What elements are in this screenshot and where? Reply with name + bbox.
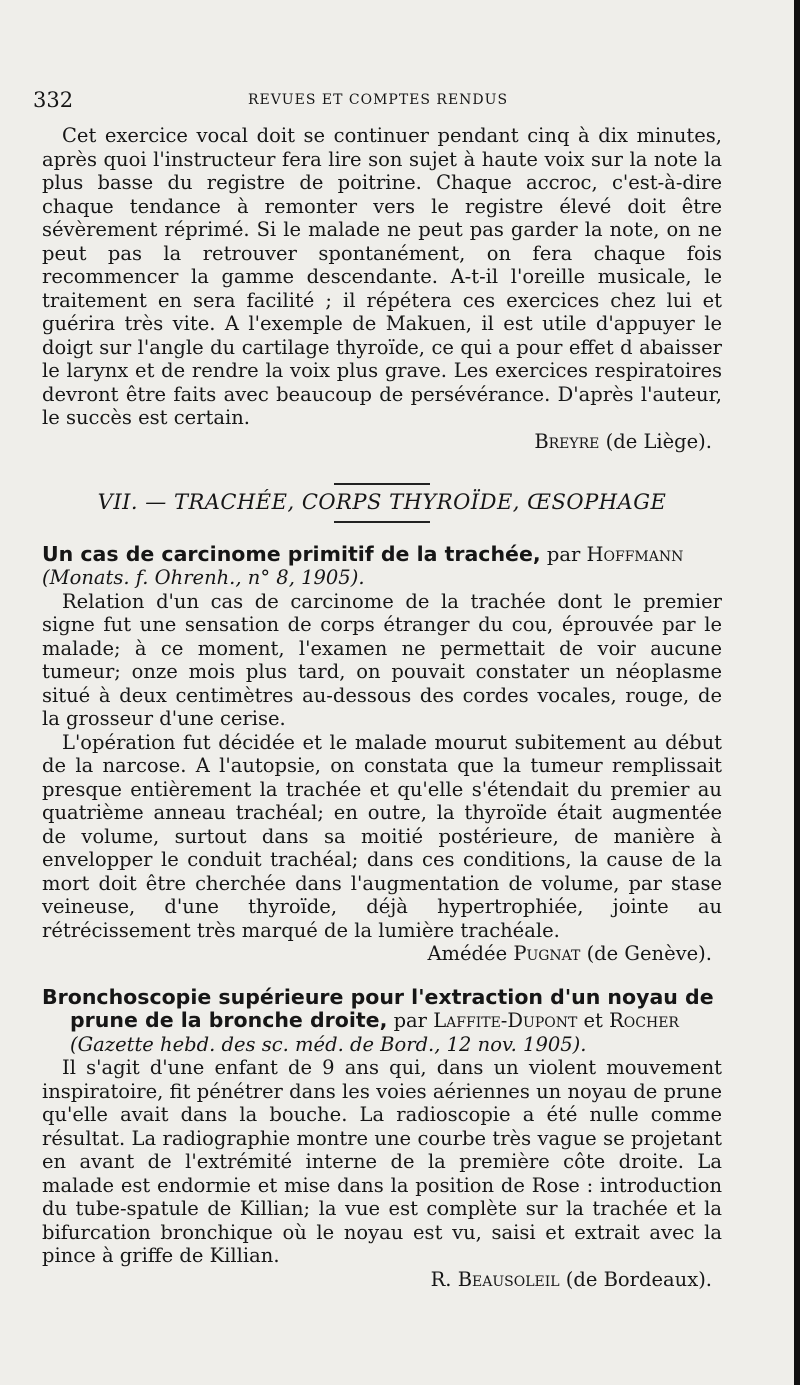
signature-place: (de Bordeaux). bbox=[565, 1267, 712, 1291]
signature-place: (de Liège). bbox=[605, 429, 712, 453]
article1-title: Un cas de carcinome primitif de la trachée, bbox=[42, 541, 541, 566]
page-header bbox=[33, 88, 723, 114]
section-rule-bottom bbox=[334, 521, 430, 523]
article1-author: Hoffmann bbox=[586, 542, 684, 566]
intro-signature bbox=[42, 430, 722, 454]
signature-name: Pugnat bbox=[513, 942, 581, 965]
signature-name: Beausoleil bbox=[457, 1267, 560, 1291]
intro-paragraph: Cet exercice vocal doit se continuer pendant cinq à dix minutes, après quoi l'instructeur fera lire son sujet à haute voix sur la note la plus basse du registre de poitrine. Chaque accroc, c'est-à-dire chaque tendance à remonter vers le registre élevé doit être sévèrement réprimé. Si le malade ne peut pas garder la note, on ne peut pas la retrouver spontanément, on fera chaque fois recommencer la gamme descendante. A-t-il l'oreille musicale, le traitement en sera facilité ; il répétera ces exercices chez lui et guérira très vite. A l'exemple de Makuen, il est utile d'appuyer le doigt sur l'angle du cartilage thyroïde, ce qui a pour effet d abaisser le larynx et de rendre la voix plus grave. Les exercices respiratoires devront être faits avec beaucoup de persévérance. D'après l'auteur, le succès est certain. bbox=[42, 124, 722, 429]
article2-author-2: Rocher bbox=[609, 1009, 679, 1032]
article2-paragraph-1: Il s'agit d'une enfant de 9 ans qui, dans un violent mouvement inspiratoire, fit pénétrer dans les voies aériennes un noyau de prune qu'elle avait dans la bouche. La radioscopie a été nulle comme résultat. La radiographie montre une courbe très vague se projetant en avant de l'extrémité interne de la première côte droite. La malade est endormie et mise dans la position de Rose : introduction du tube-spatule de Killian; la vue est complète sur la trachée et la bifurcation bronchique où le noyau est vu, saisi et extrait avec la pince à griffe de Killian. bbox=[42, 1056, 722, 1267]
article1-paragraph-2: L'opération fut décidée et le malade mourut subitement au début de la narcose. A l'autopsie, on constata que la tumeur remplissait presque entièrement la trachée et qu'elle s'étendait du premier au quatrième anneau trachéal; en outre, la thyroïde était augmentée de volume, surtout dans sa moitié postérieure, de manière à envelopper le conduit trachéal; dans ces conditions, la cause de la mort doit être cherchée dans l'augmentation de volume, par stase veineuse, d'une thyroïde, déjà hypertrophiée, jointe au rétrécissement très marqué de la lumière trachéale. bbox=[42, 730, 722, 942]
article1-paragraph-1: Relation d'un cas de carcinome de la trachée dont le premier signe fut une sensation de corps étranger du cou, éprouvée par le malade; à ce moment, l'examen ne permettait de voir aucune tumeur; onze mois plus tard, on pouvait constater un néoplasme situé à deux centimètres au-dessous des cordes vocales, rouge, de la grosseur d'une cerise. bbox=[42, 589, 722, 730]
running-title: REVUES ET COMPTES RENDUS bbox=[247, 92, 509, 108]
article2-title: Bronchoscopie supérieure pour l'extraction d'un noyau de prune de la bronche droite, bbox=[42, 984, 714, 1032]
section-rule-top bbox=[334, 483, 430, 485]
article2-and: et bbox=[583, 1009, 603, 1032]
article1-signature bbox=[42, 942, 722, 966]
article2-author-1: Laffite-Dupont bbox=[433, 1009, 578, 1032]
article2-by: par bbox=[393, 1009, 428, 1032]
article1-by: par bbox=[546, 542, 581, 566]
signature-first: R. bbox=[430, 1267, 452, 1291]
article1-heading bbox=[42, 543, 722, 590]
article2-source: (Gazette hebd. des sc. méd. de Bord., 12 nov. 1905). bbox=[70, 1032, 587, 1056]
signature-name: Breyre bbox=[534, 429, 600, 453]
page-edge-shadow bbox=[794, 0, 800, 1385]
signature-place: (de Genève). bbox=[586, 942, 712, 965]
signature-first: Amédée bbox=[427, 942, 508, 965]
page-body bbox=[42, 124, 722, 1291]
article2-signature bbox=[42, 1268, 722, 1292]
section-title: VII. — TRACHÉE, CORPS THYROÏDE, ŒSOPHAGE bbox=[97, 490, 667, 514]
page-number: 332 bbox=[33, 88, 74, 112]
article2-heading bbox=[42, 986, 722, 1057]
article1-source: (Monats. f. Ohrenh., n° 8, 1905). bbox=[42, 566, 365, 589]
